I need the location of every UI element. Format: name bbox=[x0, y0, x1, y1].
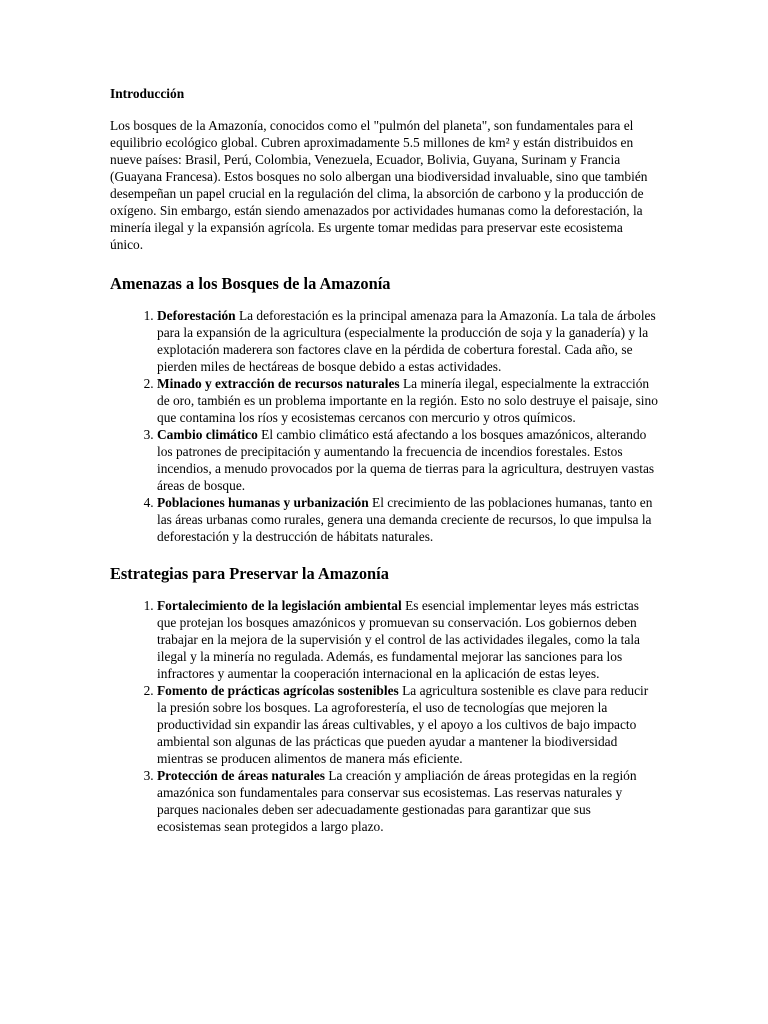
list-item-text: Es esencial implementar leyes más estrictas que protejan los bosques amazónicos y promuevan su conservación. Los gobiernos deben trabajar en la mejora de la supervisión y el control de las actividades ilegales, como la tala ilegal y la minería no regulada. Además, es fundamental mejorar las sanciones para los infractores y aumentar la cooperación internacional en la aplicación de estas leyes. bbox=[157, 598, 640, 681]
list-item-title: Poblaciones humanas y urbanización bbox=[157, 495, 369, 510]
intro-paragraph: Los bosques de la Amazonía, conocidos como el "pulmón del planeta", son fundamentales para el equilibrio ecológico global. Cubren aproximadamente 5.5 millones de km² y están distribuidos en nueve países: Brasil, Perú, Colombia, Venezuela, Ecuador, Bolivia, Guyana, Surinam y Francia (Guayana Francesa). Estos bosques no solo albergan una biodiversidad invaluable, sino que también desempeñan un papel crucial en la regulación del clima, la absorción de carbono y la producción de oxígeno. Sin embargo, están siendo amenazados por actividades humanas como la deforestación, la minería ilegal y la expansión agrícola. Es urgente tomar medidas para preservar este ecosistema único. bbox=[110, 118, 648, 252]
list-item-title: Protección de áreas naturales bbox=[157, 768, 325, 783]
list-item-title: Fomento de prácticas agrícolas sostenibles bbox=[157, 683, 399, 698]
strategies-heading: Estrategias para Preservar la Amazonía bbox=[110, 564, 389, 583]
list-item-title: Deforestación bbox=[157, 308, 236, 323]
document-page bbox=[110, 85, 658, 835]
list-item bbox=[157, 682, 658, 767]
strategies-list bbox=[110, 597, 658, 835]
list-item-text: La minería ilegal, especialmente la extracción de oro, también es un problema importante en la región. Esto no solo destruye el paisaje, sino que contamina los ríos y ecosistemas cercanos con mercurio y otros químicos. bbox=[157, 376, 658, 425]
list-item bbox=[157, 426, 658, 494]
list-item-text: La deforestación es la principal amenaza para la Amazonía. La tala de árboles para la expansión de la agricultura (especialmente la producción de soja y la ganadería) y la explotación maderera son factores clave en la pérdida de cobertura forestal. Cada año, se pierden miles de hectáreas de bosque debido a estas actividades. bbox=[157, 308, 656, 374]
list-item bbox=[157, 494, 658, 545]
list-item-text: El cambio climático está afectando a los bosques amazónicos, alterando los patrones de precipitación y aumentando la frecuencia de incendios forestales. Estos incendios, a menudo provocados por la quema de tierras para la agricultura, destruyen vastas áreas de bosque. bbox=[157, 427, 655, 493]
list-item-text: La creación y ampliación de áreas protegidas en la región amazónica son fundamentales para conservar sus ecosistemas. Las reservas naturales y parques nacionales deben ser adecuadamente gestionadas para garantizar que sus ecosistemas sean protegidos a largo plazo. bbox=[157, 768, 637, 834]
list-item bbox=[157, 597, 658, 682]
list-item-text: La agricultura sostenible es clave para reducir la presión sobre los bosques. La agroforestería, el uso de tecnologías que mejoren la productividad sin expandir las áreas cultivables, y el apoyo a los cultivos de bajo impacto ambiental son algunas de las prácticas que pueden ayudar a mantener la biodiversidad mientras se producen alimentos de manera más eficiente. bbox=[157, 683, 649, 766]
threats-list bbox=[110, 307, 658, 545]
list-item-text: El crecimiento de las poblaciones humanas, tanto en las áreas urbanas como rurales, genera una demanda creciente de recursos, lo que impulsa la deforestación y la destrucción de hábitats naturales. bbox=[157, 495, 653, 544]
list-item bbox=[157, 767, 658, 835]
intro-heading: Introducción bbox=[110, 86, 185, 101]
list-item-title: Cambio climático bbox=[157, 427, 258, 442]
list-item bbox=[157, 375, 658, 426]
list-item-title: Minado y extracción de recursos naturales bbox=[157, 376, 400, 391]
list-item bbox=[157, 307, 658, 375]
threats-heading: Amenazas a los Bosques de la Amazonía bbox=[110, 274, 391, 293]
list-item-title: Fortalecimiento de la legislación ambiental bbox=[157, 598, 402, 613]
